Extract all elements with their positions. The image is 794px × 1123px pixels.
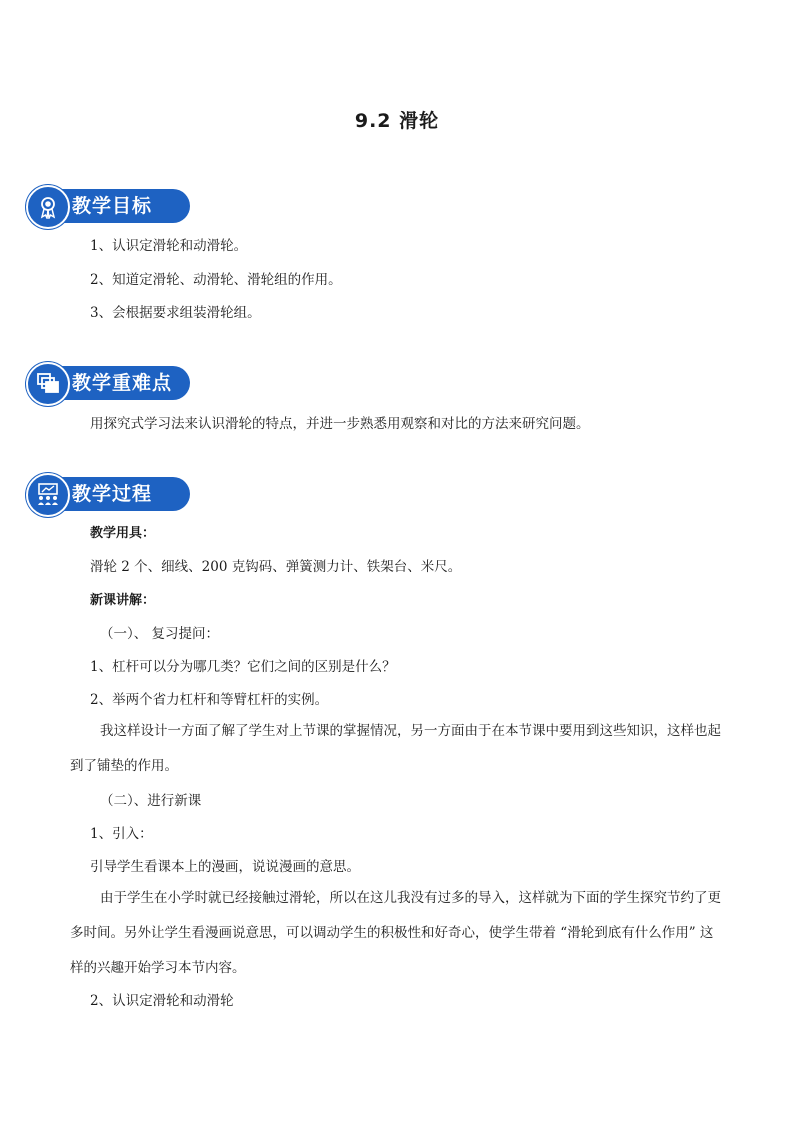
section-title-goals: 教学目标 — [72, 195, 153, 217]
intro-line: 引导学生看课本上的漫画，说说漫画的意思。 — [90, 859, 360, 875]
lecture-heading: 新课讲解： — [90, 593, 156, 608]
section-title-process: 教学过程 — [72, 483, 153, 505]
intro-heading: 1、引入： — [90, 826, 153, 842]
review-question: 2、举两个省力杠杆和等臂杠杆的实例。 — [90, 692, 329, 708]
award-ribbon-icon — [26, 185, 70, 229]
section-header-process — [26, 473, 196, 519]
tools-text: 滑轮 2 个、细线、200 克钩码、弹簧测力计、铁架台、米尺。 — [90, 559, 462, 575]
review-paragraph: 我这样设计一方面了解了学生对上节课的掌握情况，另一方面由于在本节课中要用到这些知识，这样也起到了铺垫的作用。 — [70, 723, 721, 774]
goal-item: 3、会根据要求组装滑轮组。 — [90, 305, 261, 321]
goal-item: 1、认识定滑轮和动滑轮。 — [90, 238, 248, 254]
review-question: 1、杠杆可以分为哪几类？它们之间的区别是什么？ — [90, 659, 396, 675]
tools-heading: 教学用具： — [90, 526, 156, 541]
section-title-keypoints: 教学重难点 — [72, 372, 173, 394]
presentation-audience-icon — [26, 473, 70, 517]
identify-heading: 2、认识定滑轮和动滑轮 — [90, 993, 234, 1009]
stacked-layers-icon — [26, 362, 70, 406]
intro-paragraph: 由于学生在小学时就已经接触过滑轮，所以在这儿我没有过多的导入，这样就为下面的学生探究节约了更多时间。另外让学生看漫画说意思，可以调动学生的积极性和好奇心，使学生带着 “滑轮到底有什么作用” 这样的兴趣开始学习本节内容。 — [70, 890, 721, 976]
new-lesson-heading: （二）、进行新课 — [100, 793, 202, 809]
keypoints-text: 用探究式学习法来认识滑轮的特点，并进一步熟悉用观察和对比的方法来研究问题。 — [90, 416, 590, 432]
review-heading: （一）、 复习提问： — [100, 626, 220, 642]
section-header-keypoints — [26, 362, 196, 408]
goal-item: 2、知道定滑轮、动滑轮、滑轮组的作用。 — [90, 272, 342, 288]
section-header-goals — [26, 185, 196, 231]
page-title: 9.2 滑轮 — [354, 110, 440, 132]
